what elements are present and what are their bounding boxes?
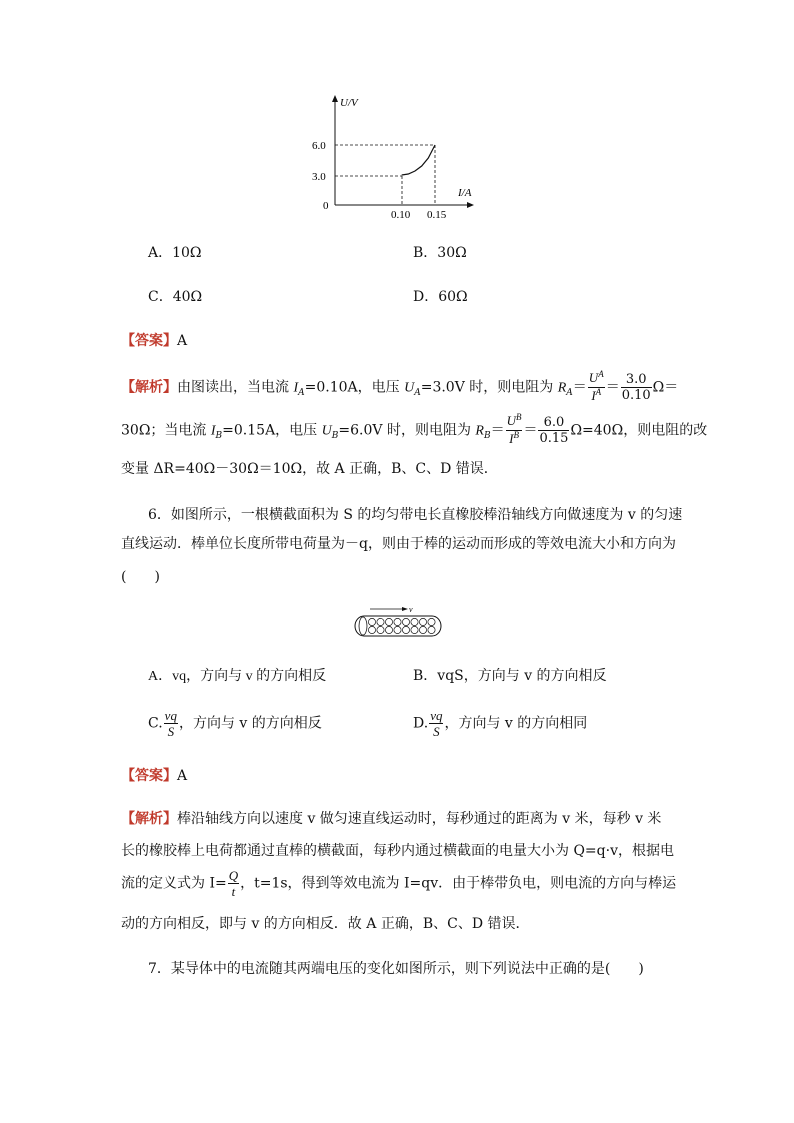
sup: B <box>515 412 522 422</box>
x-axis-arrow <box>467 202 474 208</box>
frac-num: Q <box>228 868 239 883</box>
y-axis-arrow <box>332 95 338 102</box>
q5-option-a: A．10Ω <box>148 245 202 261</box>
text: D. <box>413 715 429 732</box>
fraction <box>538 415 569 446</box>
q6-analysis-line1 <box>121 808 661 828</box>
q6-option-d <box>413 708 587 739</box>
text: =3.0V 时，则电阻为 <box>420 379 558 396</box>
sup: B <box>513 430 519 440</box>
u-i-curve <box>402 145 435 175</box>
answer-value: A <box>177 333 188 349</box>
frac-num: vq <box>430 708 443 723</box>
frac-den: t <box>231 884 236 899</box>
var: I <box>509 431 514 446</box>
sup: A <box>598 369 604 379</box>
text: ＝ <box>572 379 587 396</box>
var: U <box>404 380 415 396</box>
rod-body <box>355 616 441 636</box>
frac-num: vq <box>164 708 177 723</box>
text: Ω=40Ω，则电阻的改 <box>570 422 708 439</box>
analysis-tag: 【解析】 <box>121 379 177 396</box>
x-tick-010: 0.10 <box>391 209 411 221</box>
fraction <box>429 708 443 739</box>
frac-num <box>588 370 605 388</box>
var: R <box>475 423 484 439</box>
answer-tag: 【答案】 <box>121 768 177 784</box>
origin-label: 0 <box>323 200 329 212</box>
u-i-graph-svg <box>300 92 490 222</box>
frac-den <box>506 431 523 448</box>
q6-stem-line3: ( ) <box>121 569 160 585</box>
var: I <box>210 423 216 439</box>
fraction <box>621 372 652 403</box>
q5-option-b: B．30Ω <box>413 245 467 261</box>
q5-answer <box>121 330 187 350</box>
velocity-label: v <box>409 605 413 614</box>
sub: B <box>483 430 491 441</box>
q5-option-d: D．60Ω <box>413 289 468 305</box>
y-tick-3: 3.0 <box>312 171 326 183</box>
var: U <box>588 370 599 385</box>
frac-num <box>506 413 523 431</box>
text: ＝ <box>523 422 538 439</box>
x-axis-label: I/A <box>458 187 472 199</box>
sub: A <box>414 387 421 398</box>
text: 由图读出，当电流 <box>177 379 294 396</box>
q6-analysis-line2: 长的橡胶棒上电荷都通过直棒的横截面，每秒内通过横截面的电量大小为 Q=q·v，根据电 <box>121 843 674 859</box>
answer-value: A <box>177 768 188 784</box>
text: =6.0V 时，则电阻为 <box>338 422 476 439</box>
sub: A <box>566 387 573 398</box>
frac-num: 6.0 <box>538 415 569 431</box>
text: ，方向与 v 的方向相同 <box>444 715 588 732</box>
text: Ω＝ <box>652 379 679 396</box>
q6-option-a: A．vq，方向与 v 的方向相反 <box>148 669 327 684</box>
q6-option-c <box>148 708 322 739</box>
answer-tag: 【答案】 <box>121 333 177 349</box>
sub: A <box>298 387 305 398</box>
analysis-tag: 【解析】 <box>121 811 177 827</box>
rod-figure <box>352 604 444 640</box>
var: I <box>591 388 596 403</box>
q5-analysis-line2 <box>121 413 707 448</box>
text: C. <box>148 715 163 732</box>
var: U <box>321 423 332 439</box>
var: R <box>557 380 567 396</box>
text: ，方向与 v 的方向相反 <box>178 715 322 732</box>
frac-den: 0.10 <box>621 388 651 403</box>
rod-figure-svg <box>352 604 444 640</box>
var: U <box>506 413 516 428</box>
q6-analysis-line3 <box>121 868 676 899</box>
fraction <box>228 868 239 899</box>
q7-stem: 7．某导体中的电流随其两端电压的变化如图所示，则下列说法中正确的是( ) <box>148 961 644 977</box>
fraction <box>588 370 605 405</box>
text: 30Ω；当电流 <box>121 422 211 439</box>
q6-stem-line1: 6．如图所示，一根横截面积为 S 的均匀带电长直橡胶棒沿轴线方向做速度为 v 的匀速 <box>148 507 683 523</box>
q5-analysis-line3: 变量 ΔR=40Ω－30Ω＝10Ω，故 A 正确，B、C、D 错误． <box>121 461 498 477</box>
sub: B <box>215 430 223 441</box>
frac-den: S <box>433 724 440 739</box>
q6-analysis-line4: 动的方向相反，即与 v 的方向相反．故 A 正确，B、C、D 错误． <box>121 916 530 932</box>
sup: A <box>595 387 602 397</box>
u-i-graph <box>300 92 490 222</box>
sub: B <box>331 430 339 441</box>
var: I <box>293 380 299 396</box>
q5-analysis-line1 <box>121 370 678 405</box>
q6-answer <box>121 765 187 785</box>
frac-den: S <box>167 724 175 739</box>
fraction <box>164 708 178 739</box>
q6-option-b: B．vqS，方向与 v 的方向相反 <box>413 668 607 684</box>
frac-den: 0.15 <box>539 431 569 446</box>
text: ＝ <box>605 379 620 396</box>
text: =0.10A，电压 <box>304 379 405 396</box>
text: ＝ <box>490 422 505 439</box>
text: 棒沿轴线方向以速度 v 做匀速直线运动时，每秒通过的距离为 v 米，每秒 v 米 <box>177 811 662 827</box>
text: 流的定义式为 I= <box>121 875 227 892</box>
x-tick-015: 0.15 <box>427 209 447 221</box>
q5-option-c: C．40Ω <box>148 289 203 305</box>
text: ，t=1s，得到等效电流为 I=qv．由于棒带负电，则电流的方向与棒运 <box>240 875 677 892</box>
frac-num: 3.0 <box>621 372 652 388</box>
y-axis-label: U/V <box>340 97 358 109</box>
q6-stem-line2: 直线运动．棒单位长度所带电荷量为－q，则由于棒的运动而形成的等效电流大小和方向为 <box>121 536 676 552</box>
velocity-arrow-head <box>402 607 408 611</box>
fraction <box>506 413 523 448</box>
frac-den <box>588 388 605 405</box>
y-tick-6: 6.0 <box>312 140 326 152</box>
text: =0.15A，电压 <box>222 422 322 439</box>
